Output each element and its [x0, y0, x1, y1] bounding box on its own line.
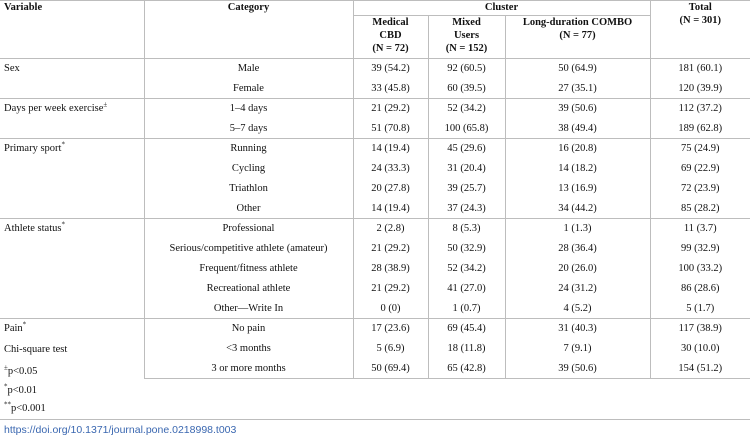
long-duration-combo-cell: 38 (49.4)	[505, 119, 650, 139]
total-cell: 189 (62.8)	[650, 119, 750, 139]
long-duration-combo-cell: 7 (9.1)	[505, 339, 650, 359]
long-duration-combo-cell: 20 (26.0)	[505, 259, 650, 279]
medical-cbd-cell: 39 (54.2)	[353, 59, 428, 79]
total-cell: 120 (39.9)	[650, 79, 750, 99]
category-cell: Frequent/fitness athlete	[144, 259, 353, 279]
significance-marker: ±	[103, 100, 108, 109]
total-cell: 99 (32.9)	[650, 239, 750, 259]
mixed-users-cell: 31 (20.4)	[428, 159, 505, 179]
long-duration-combo-cell: 34 (44.2)	[505, 199, 650, 219]
medical-cbd-cell: 14 (19.4)	[353, 199, 428, 219]
header-cluster-long	[505, 16, 650, 59]
category-cell: Male	[144, 59, 353, 79]
medical-cbd-cell: 20 (27.8)	[353, 179, 428, 199]
table-row	[0, 99, 750, 119]
medical-cbd-cell: 14 (19.4)	[353, 139, 428, 159]
medical-cbd-cell: 28 (38.9)	[353, 259, 428, 279]
header-category: Category	[144, 1, 353, 59]
medical-cbd-cell: 21 (29.2)	[353, 279, 428, 299]
long-duration-combo-cell: 27 (35.1)	[505, 79, 650, 99]
long-duration-combo-cell: 24 (31.2)	[505, 279, 650, 299]
mixed-users-cell: 50 (32.9)	[428, 239, 505, 259]
total-cell: 85 (28.2)	[650, 199, 750, 219]
mixed-users-cell: 65 (42.8)	[428, 359, 505, 379]
variable-label: Days per week exercise	[4, 103, 104, 114]
table-row	[0, 219, 750, 239]
cluster-name: Long-duration COMBO	[522, 17, 633, 28]
variable-cell	[0, 139, 144, 219]
mixed-users-cell: 18 (11.8)	[428, 339, 505, 359]
header-cluster: Cluster	[353, 1, 650, 16]
category-cell: Recreational athlete	[144, 279, 353, 299]
long-duration-combo-cell: 39 (50.6)	[505, 99, 650, 119]
mixed-users-cell: 69 (45.4)	[428, 319, 505, 339]
divider	[0, 419, 750, 420]
total-cell: 112 (37.2)	[650, 99, 750, 119]
variable-label: Sex	[4, 63, 20, 74]
mixed-users-cell: 52 (34.2)	[428, 99, 505, 119]
footnote-marker: **	[4, 400, 11, 409]
category-cell: 1–4 days	[144, 99, 353, 119]
table-row	[0, 319, 750, 339]
cluster-name: Mixed	[452, 17, 481, 28]
total-cell: 5 (1.7)	[650, 299, 750, 319]
mixed-users-cell: 41 (27.0)	[428, 279, 505, 299]
footnote-text: p<0.01	[7, 385, 38, 396]
category-cell: <3 months	[144, 339, 353, 359]
total-cell: 11 (3.7)	[650, 219, 750, 239]
significance-marker: *	[22, 320, 27, 329]
variable-label: Pain	[4, 323, 23, 334]
table-row	[0, 59, 750, 79]
cluster-name: Medical	[372, 17, 409, 28]
cluster-name-2: CBD	[379, 30, 402, 41]
category-cell: Serious/competitive athlete (amateur)	[144, 239, 353, 259]
variable-label: Athlete status	[4, 223, 62, 234]
cluster-n: (N = 72)	[372, 43, 409, 54]
footnote	[4, 384, 37, 397]
header-total-label: Total	[688, 2, 712, 13]
cluster-name-2: Users	[453, 30, 480, 41]
significance-marker: *	[61, 220, 65, 229]
header-total-n: (N = 301)	[679, 15, 722, 26]
medical-cbd-cell: 33 (45.8)	[353, 79, 428, 99]
table-body	[0, 59, 750, 379]
cluster-n: (N = 152)	[445, 43, 488, 54]
total-cell: 154 (51.2)	[650, 359, 750, 379]
total-cell: 100 (33.2)	[650, 259, 750, 279]
total-cell: 181 (60.1)	[650, 59, 750, 79]
medical-cbd-cell: 51 (70.8)	[353, 119, 428, 139]
mixed-users-cell: 8 (5.3)	[428, 219, 505, 239]
total-cell: 69 (22.9)	[650, 159, 750, 179]
medical-cbd-cell: 2 (2.8)	[353, 219, 428, 239]
medical-cbd-cell: 17 (23.6)	[353, 319, 428, 339]
footnote	[4, 343, 67, 356]
category-cell: Running	[144, 139, 353, 159]
category-cell: Other	[144, 199, 353, 219]
long-duration-combo-cell: 14 (18.2)	[505, 159, 650, 179]
long-duration-combo-cell: 39 (50.6)	[505, 359, 650, 379]
long-duration-combo-cell: 50 (64.9)	[505, 59, 650, 79]
long-duration-combo-cell: 4 (5.2)	[505, 299, 650, 319]
total-cell: 117 (38.9)	[650, 319, 750, 339]
long-duration-combo-cell: 16 (20.8)	[505, 139, 650, 159]
mixed-users-cell: 1 (0.7)	[428, 299, 505, 319]
footnote-marker: ±	[4, 363, 8, 372]
mixed-users-cell: 37 (24.3)	[428, 199, 505, 219]
long-duration-combo-cell: 31 (40.3)	[505, 319, 650, 339]
category-cell: 5–7 days	[144, 119, 353, 139]
medical-cbd-cell: 5 (6.9)	[353, 339, 428, 359]
variable-label: Primary sport	[4, 143, 62, 154]
mixed-users-cell: 92 (60.5)	[428, 59, 505, 79]
total-cell: 75 (24.9)	[650, 139, 750, 159]
category-cell: Female	[144, 79, 353, 99]
total-cell: 86 (28.6)	[650, 279, 750, 299]
category-cell: Cycling	[144, 159, 353, 179]
long-duration-combo-cell: 1 (1.3)	[505, 219, 650, 239]
header-cluster-medical	[353, 16, 428, 59]
total-cell: 72 (23.9)	[650, 179, 750, 199]
medical-cbd-cell: 21 (29.2)	[353, 239, 428, 259]
footnote-text: p<0.001	[11, 403, 46, 414]
footnote-marker: *	[4, 382, 8, 391]
mixed-users-cell: 60 (39.5)	[428, 79, 505, 99]
total-cell: 30 (10.0)	[650, 339, 750, 359]
footnote-text: p<0.05	[7, 366, 38, 377]
long-duration-combo-cell: 28 (36.4)	[505, 239, 650, 259]
variable-cell	[0, 219, 144, 319]
cluster-n: (N = 77)	[559, 30, 596, 41]
long-duration-combo-cell: 13 (16.9)	[505, 179, 650, 199]
category-cell: No pain	[144, 319, 353, 339]
medical-cbd-cell: 21 (29.2)	[353, 99, 428, 119]
header-total	[650, 1, 750, 59]
doi-link[interactable]: https://doi.org/10.1371/journal.pone.0218998.t003	[4, 424, 237, 436]
header-cluster-mixed	[428, 16, 505, 59]
header-variable: Variable	[0, 1, 144, 59]
variable-cell	[0, 59, 144, 99]
significance-marker: *	[61, 140, 65, 149]
mixed-users-cell: 45 (29.6)	[428, 139, 505, 159]
medical-cbd-cell: 50 (69.4)	[353, 359, 428, 379]
category-cell: Triathlon	[144, 179, 353, 199]
medical-cbd-cell: 24 (33.3)	[353, 159, 428, 179]
variable-cell	[0, 99, 144, 139]
medical-cbd-cell: 0 (0)	[353, 299, 428, 319]
footnote	[4, 402, 46, 415]
footnote-text: Chi-square test	[4, 344, 68, 355]
category-cell: Other—Write In	[144, 299, 353, 319]
category-cell: 3 or more months	[144, 359, 353, 379]
mixed-users-cell: 39 (25.7)	[428, 179, 505, 199]
mixed-users-cell: 100 (65.8)	[428, 119, 505, 139]
table-row	[0, 139, 750, 159]
category-cell: Professional	[144, 219, 353, 239]
mixed-users-cell: 52 (34.2)	[428, 259, 505, 279]
footnote	[4, 365, 37, 378]
